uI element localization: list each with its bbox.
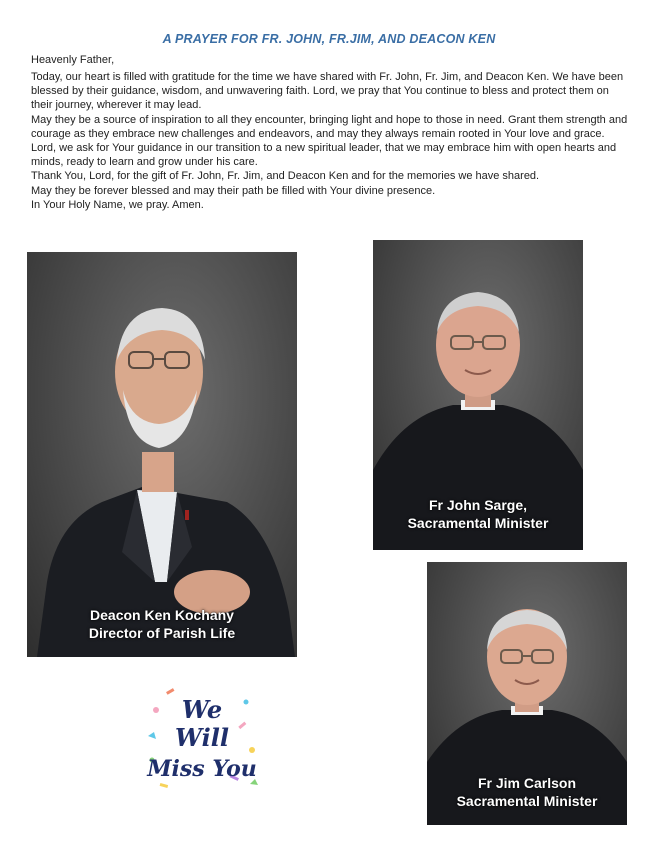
caption-name: Deacon Ken Kochany <box>90 607 234 623</box>
portrait-illustration <box>27 252 297 657</box>
prayer-paragraph: Today, our heart is filled with gratitude for the time we have shared with Fr. John, Fr. Jim, and Deacon Ken. We have been blessed by their guidance, wisdom, and unwavering faith. Lord, we pray that You continue to bless and protect them on their journey, wherever it may lead. <box>31 71 624 112</box>
caption-name: Fr John Sarge, <box>428 497 528 513</box>
photo-fr-jim <box>427 562 627 825</box>
sticker-line: Will <box>175 723 229 752</box>
prayer-paragraph: May they be forever blessed and may their path be filled with Your divine presence. <box>31 184 436 197</box>
prayer-greeting: Heavenly Father, <box>31 54 115 66</box>
prayer-paragraph: In Your Holy Name, we pray. Amen. <box>31 198 204 211</box>
caption-role: Director of Parish Life <box>88 625 236 641</box>
caption-role: Sacramental Minister <box>407 515 549 531</box>
caption-name: Fr Jim Carlson <box>477 775 577 791</box>
sticker-line: We <box>181 695 223 724</box>
prayer-body <box>31 70 631 212</box>
prayer-paragraph: Thank You, Lord, for the gift of Fr. John, Fr. Jim, and Deacon Ken and for the memories we have shared. <box>31 170 540 183</box>
prayer-paragraph: May they be a source of inspiration to all they encounter, bringing light and hope to those in need. Grant them strength and courage as they embrace new challenges and endeavors, and may they always remain rooted in Your love and grace. <box>31 113 628 140</box>
photo-fr-john <box>373 240 583 550</box>
prayer-paragraph: Lord, we ask for Your guidance in our transition to a new spiritual leader, that we may embrace him with open hearts and minds, ready to learn and grow under his care. <box>31 142 617 169</box>
sticker-line: Miss You <box>147 756 257 782</box>
we-will-miss-you-sticker <box>142 680 262 798</box>
caption-role: Sacramental Minister <box>456 793 598 809</box>
page-title: A PRAYER FOR FR. JOHN, FR.JIM, AND DEACON KEN <box>162 32 496 46</box>
photo-deacon-ken <box>27 252 297 657</box>
